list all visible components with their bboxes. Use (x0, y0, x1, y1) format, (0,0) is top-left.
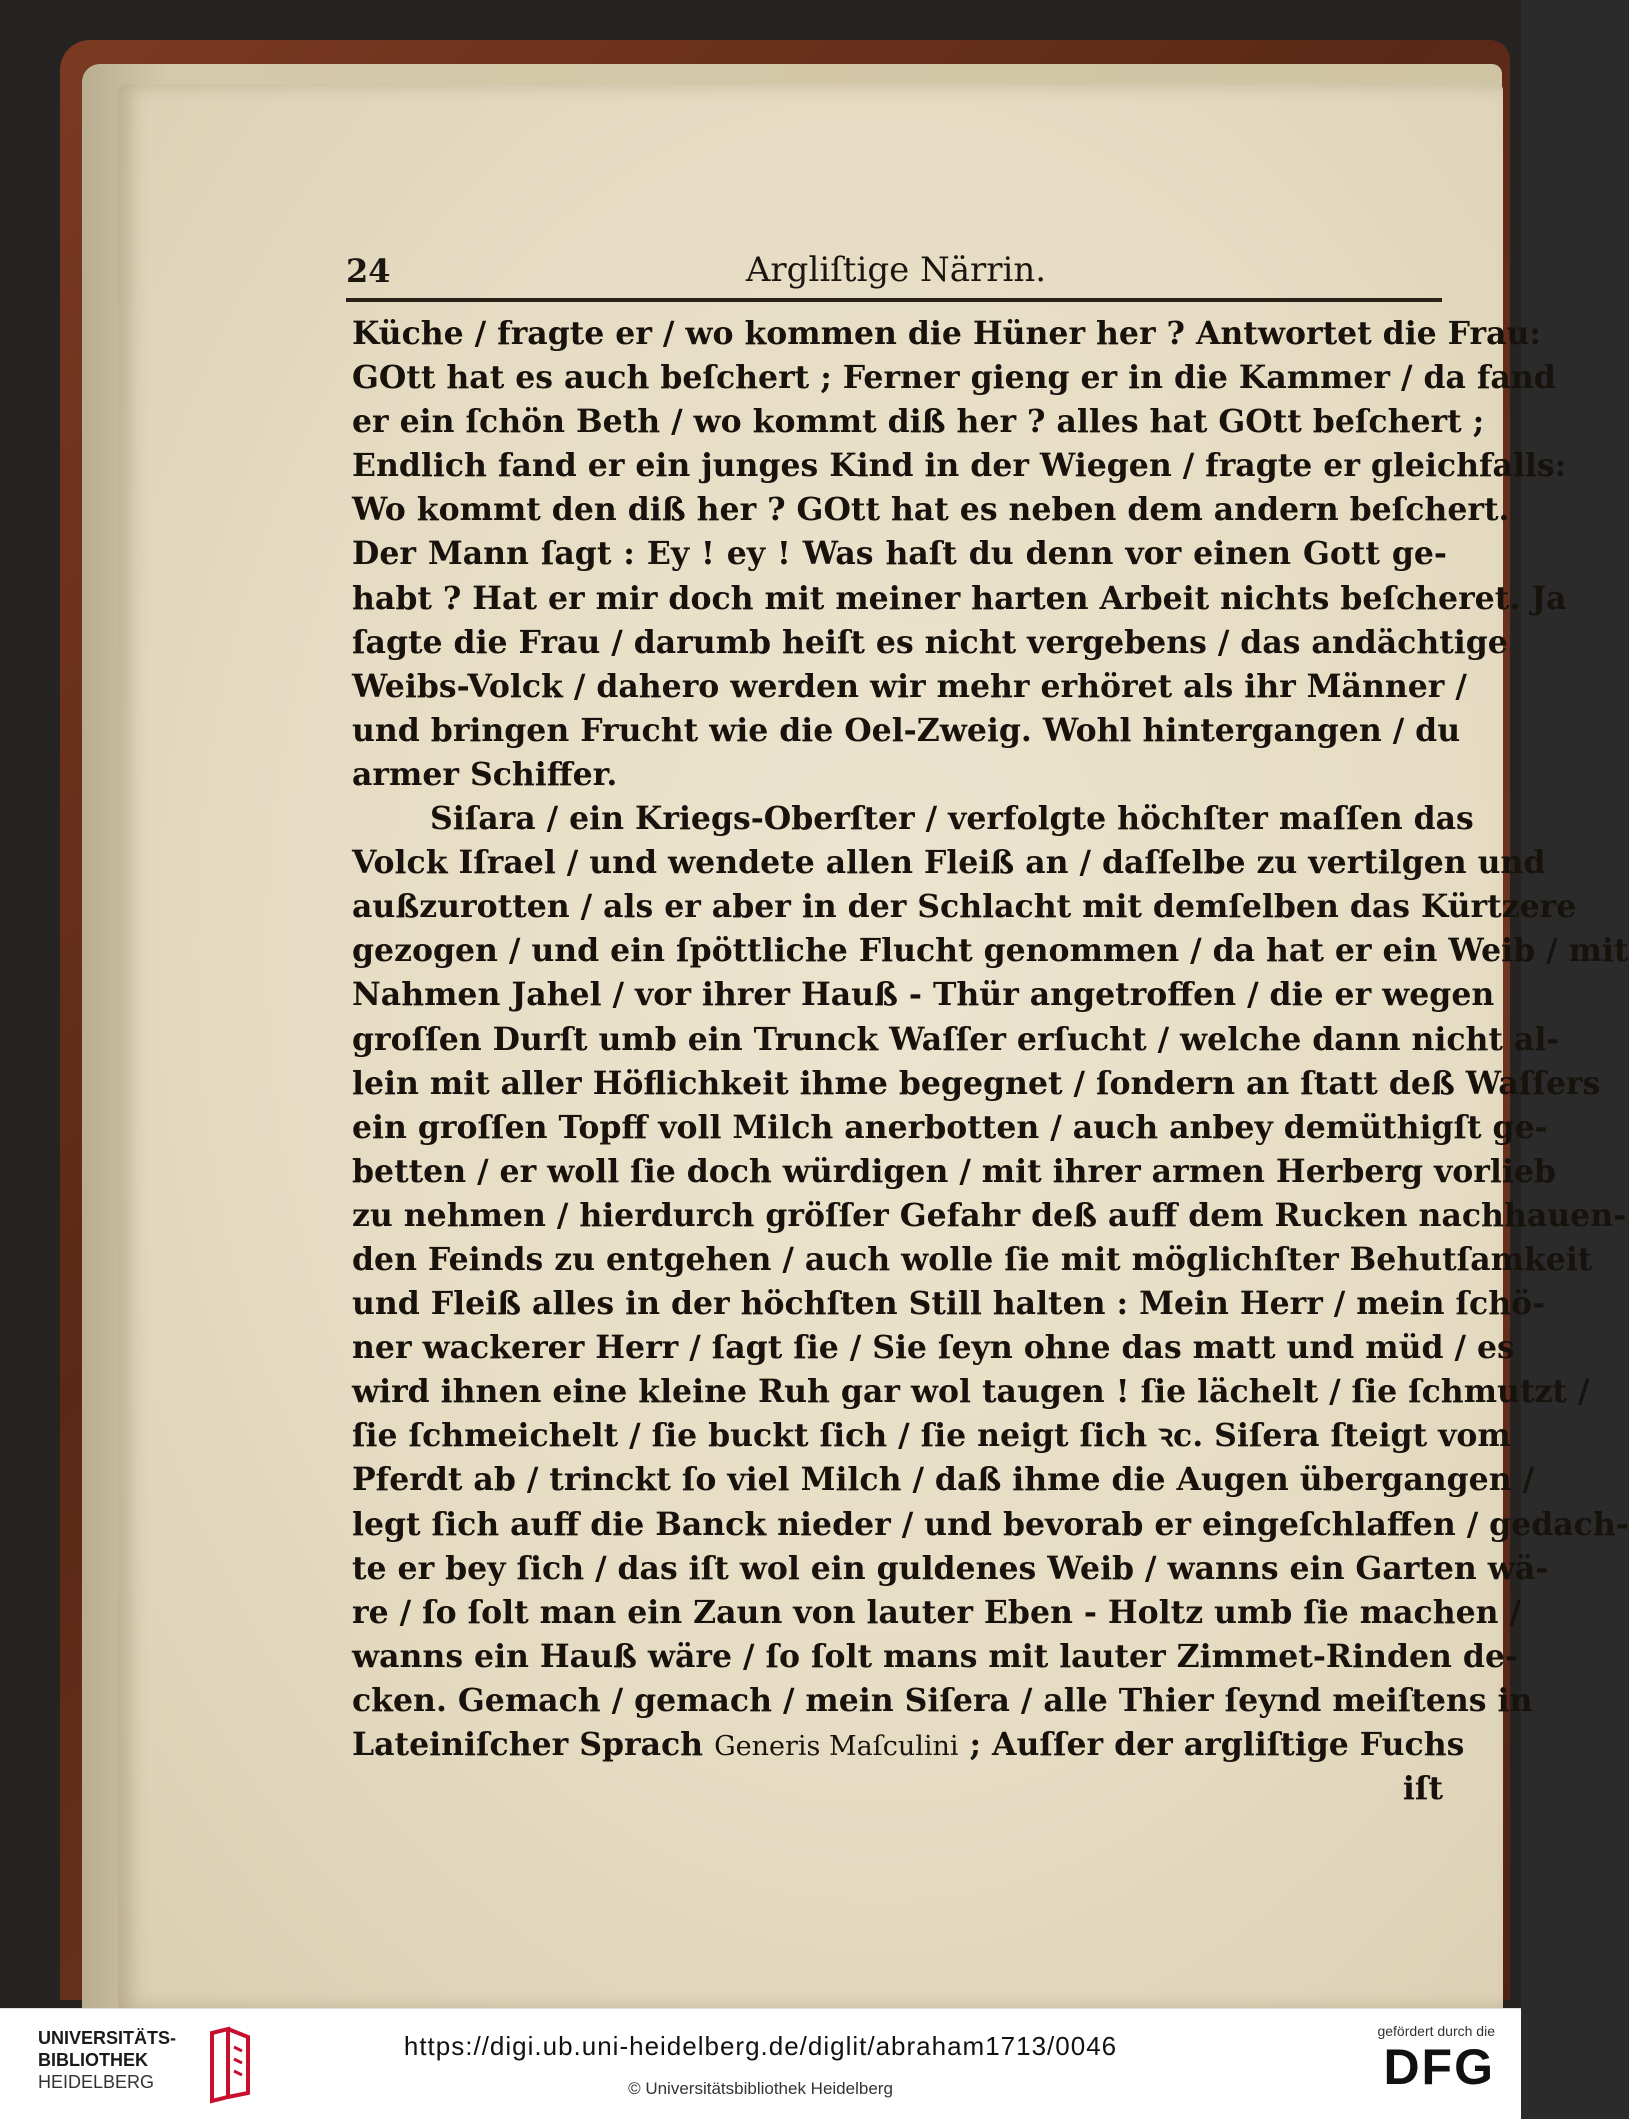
text-line: wanns ein Hauß wäre / ſo ſolt mans mit lauter Zimmet-Rinden de- (352, 1637, 1519, 1675)
last-line-start: Lateiniſcher Sprach (352, 1726, 715, 1763)
catchword: iſt (1402, 1770, 1443, 1808)
text-line: Küche / fragte er / wo kommen die Hüner her ? Antwortet die Frau: (352, 315, 1542, 352)
copyright-notice: © Universitätsbibliothek Heidelberg (628, 2079, 893, 2098)
text-line: re / ſo ſolt man ein Zaun von lauter Eben - Holtz umb ſie machen / (352, 1593, 1522, 1631)
running-title: Argliſtige Närrin. (745, 250, 1047, 290)
text-line: Der Mann ſagt : Ey ! ey ! Was haſt du denn vor einen Gott ge- (352, 535, 1447, 573)
text-line: den Feinds zu entgehen / auch wolle ſie mit möglichſter Behutſamkeit (352, 1240, 1593, 1278)
text-line: zu nehmen / hierdurch gröſſer Gefahr deß auff dem Rucken nachhauen- (352, 1196, 1627, 1234)
text-line-last (352, 1723, 1465, 1767)
text-line: habt ? Hat er mir doch mit meiner harten Arbeit nichts beſcheret. Ja (352, 579, 1567, 617)
text-line: ſie ſchmeichelt / ſie buckt ſich / ſie neigt ſich ꝛc. Siſera ſteigt vom (352, 1417, 1511, 1455)
text-line: lein mit aller Höflichkeit ihme begegnet / ſondern an ſtatt deß Waſſers (352, 1064, 1601, 1102)
body-text (352, 312, 1629, 1811)
header-rule (346, 298, 1442, 302)
text-line: und bringen Frucht wie die Oel-Zweig. Wohl hintergangen / du (352, 711, 1461, 749)
text-line: armer Schiffer. (352, 755, 618, 793)
text-line: und Fleiß alles in der höchſten Still halten : Mein Herr / mein ſchö- (352, 1285, 1546, 1323)
text-line: te er bey ſich / das iſt wol ein guldenes Weib / wanns ein Garten wä- (352, 1549, 1549, 1587)
text-line: legt ſich auff die Banck nieder / und bevorab er eingeſchlaffen / gedach- (352, 1505, 1629, 1543)
dfg-wordmark: DFG (1383, 2039, 1495, 2095)
text-line: Wo kommt den diß her ? GOtt hat es neben dem andern beſchert. (352, 491, 1510, 529)
text-line: er ein ſchön Beth / wo kommt diß her ? alles hat GOtt beſchert ; (352, 403, 1485, 441)
text-line: wird ihnen eine kleine Ruh gar wol taugen ! ſie lächelt / ſie ſchmutzt / (352, 1373, 1590, 1411)
text-line: gezogen / und ein ſpöttliche Flucht genommen / da hat er ein Weib / mit (352, 932, 1629, 970)
library-name-line2: BIBLIOTHEK (38, 2050, 148, 2070)
latin-phrase: Generis Maſculini (714, 1731, 959, 1762)
text-line: Siſara / ein Kriegs-Oberſter / verfolgte höchſter maſſen das (430, 800, 1474, 838)
page-header (346, 250, 1446, 300)
page-number: 24 (346, 252, 391, 290)
text-line: Pferdt ab / trinckt ſo viel Milch / daß ihme die Augen übergangen / (352, 1461, 1535, 1499)
dfg-logo[interactable] (1335, 2023, 1495, 2109)
text-line: betten / er woll ſie doch würdigen / mit ihrer armen Herberg vorlieb (352, 1152, 1556, 1190)
text-line: Volck Iſrael / und wendete allen Fleiß an / daſſelbe zu vertilgen und (352, 844, 1546, 882)
text-line: Nahmen Jahel / vor ihrer Hauß - Thür angetroffen / die er wegen (352, 976, 1495, 1014)
library-name-line1: UNIVERSITÄTS- (38, 2028, 177, 2048)
text-line: Endlich fand er ein junges Kind in der Wiegen / fragte er gleichfalls: (352, 447, 1567, 485)
text-line: ſagte die Frau / darumb heiſt es nicht vergebens / das andächtige (352, 623, 1508, 661)
text-line: ner wackerer Herr / ſagt ſie / Sie ſeyn ohne das matt und müd / es (352, 1329, 1515, 1367)
funding-label: gefördert durch die (1377, 2023, 1495, 2039)
viewer-footer (0, 2008, 1521, 2119)
permalink-url[interactable]: https://digi.ub.uni-heidelberg.de/diglit/abraham1713/0046 (403, 2031, 1118, 2061)
text-line: ein groſſen Topff voll Milch anerbotten / auch anbey demüthigſt ge- (352, 1108, 1548, 1146)
text-line: Weibs-Volck / dahero werden wir mehr erhöret als ihr Männer / (352, 667, 1467, 705)
text-line: cken. Gemach / gemach / mein Siſera / alle Thier ſeynd meiſtens in (352, 1681, 1533, 1719)
text-line: groſſen Durſt umb ein Trunck Waſſer erſucht / welche dann nicht al- (352, 1020, 1560, 1058)
text-line: GOtt hat es auch beſchert ; Ferner gieng er in die Kammer / da fand (352, 359, 1556, 397)
last-line-end: ; Auſſer der argliſtige Fuchs (958, 1726, 1465, 1763)
library-name-line3: HEIDELBERG (38, 2072, 155, 2092)
text-line: außzurotten / als er aber in der Schlacht mit demſelben das Kürtzere (352, 888, 1577, 926)
